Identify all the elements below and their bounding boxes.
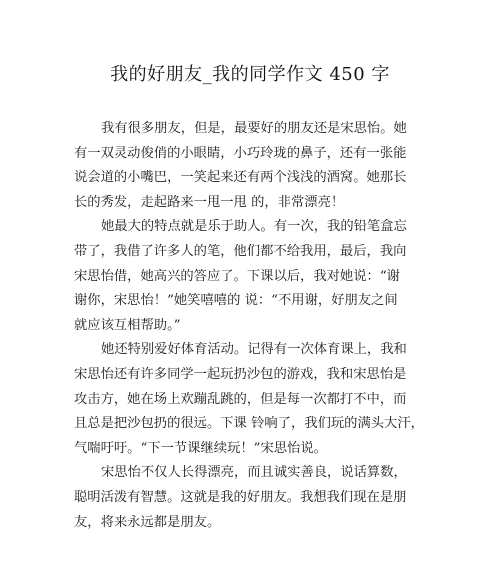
text-line: 气喘吁吁。“下一节课继续玩！”宋思怡说。 xyxy=(74,440,327,456)
article-title: 我的好朋友_我的同学作文 450 字 xyxy=(110,64,390,85)
text-line: 攻击方，她在场上欢蹦乱跳的，但是每一次都打不中，而 xyxy=(74,391,407,407)
text-line: 她还特别爱好体育活动。记得有一次体育课上，我和 xyxy=(101,342,407,358)
text-line: 宋思怡还有许多同学一起玩扔沙包的游戏，我和宋思怡是 xyxy=(74,366,407,382)
paragraph-4 xyxy=(74,461,454,535)
text-line: 有一双灵动俊俏的小眼睛，小巧玲珑的鼻子，还有一张能 xyxy=(74,145,407,161)
text-line: 聪明活泼有智慧。这就是我的好朋友。我想我们现在是朋 xyxy=(74,489,407,505)
text-line: 宋思怡借，她高兴的答应了。下课以后，我对她说：“谢 xyxy=(74,268,400,284)
text-line: 带了，我借了许多人的笔，他们都不给我用，最后，我向 xyxy=(74,243,407,259)
article-body xyxy=(74,117,454,535)
text-line: 她最大的特点就是乐于助人。有一次，我的铅笔盒忘 xyxy=(101,219,407,235)
text-line: 说会道的小嘴巴，一笑起来还有两个浅浅的酒窝。她那长 xyxy=(74,170,407,186)
paragraph-3 xyxy=(74,338,454,461)
text-line: 我有很多朋友，但是，最要好的朋友还是宋思怡。她 xyxy=(101,121,407,136)
text-line: 谢你，宋思怡！”她笑嘻嘻的 说：“不用谢，好朋友之间 xyxy=(74,293,398,309)
text-line: 就应该互相帮助。” xyxy=(74,317,181,333)
text-line: 宋思怡不仅人长得漂亮，而且诚实善良，说话算数， xyxy=(101,465,407,481)
paragraph-2 xyxy=(74,215,454,338)
text-line: 且总是把沙包扔的很远。下课 铃响了，我们玩的满头大汗， xyxy=(74,416,424,432)
text-line: 友，将来永远都是朋友。 xyxy=(74,514,221,530)
paragraph-1 xyxy=(74,117,454,215)
text-line: 长的秀发，走起路来一甩一甩 的，非常漂亮！ xyxy=(74,194,345,210)
